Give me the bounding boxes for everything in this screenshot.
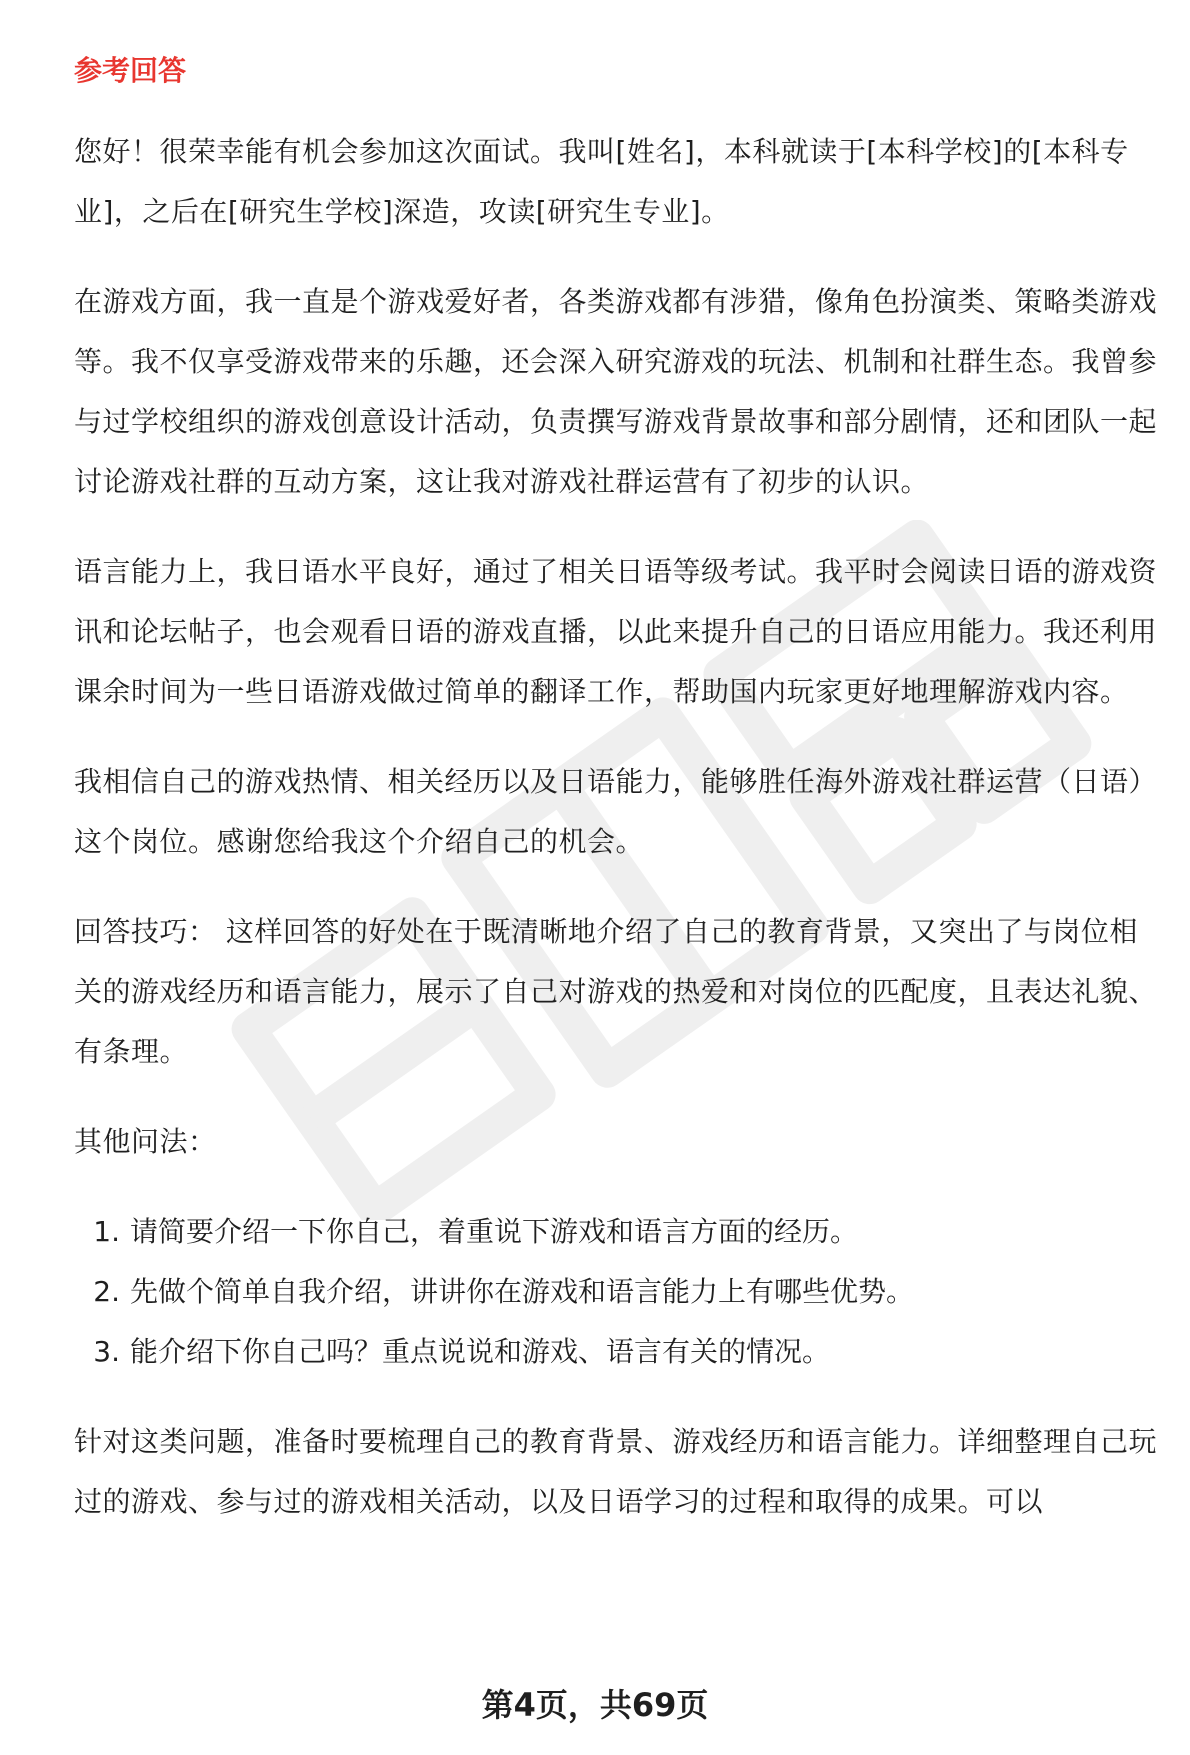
- list-item-text: 能介绍下你自己吗？重点说说和游戏、语言有关的情况。: [130, 1335, 831, 1368]
- games-paragraph: 在游戏方面，我一直是个游戏爱好者，各类游戏都有涉猎，像角色扮演类、策略类游戏等。我不仅享受游戏带来的乐趣，还会深入研究游戏的玩法、机制和社群生态。我曾参与过学校组织的游戏创意设计活动，负责撰写游戏背景故事和部分剧情，还和团队一起讨论游戏社群的互动方案，这让我对游戏社群运营有了初步的认识。: [74, 285, 1158, 498]
- language-paragraph: 语言能力上，我日语水平良好，通过了相关日语等级考试。我平时会阅读日语的游戏资讯和论坛帖子，也会观看日语的游戏直播，以此来提升自己的日语应用能力。我还利用课余时间为一些日语游戏做过简单的翻译工作，帮助国内玩家更好地理解游戏内容。: [74, 555, 1158, 708]
- other-questions-list: [74, 1202, 1164, 1382]
- closing-paragraph: 我相信自己的游戏热情、相关经历以及日语能力，能够胜任海外游戏社群运营（日语）这个岗位。感谢您给我这个介绍自己的机会。: [74, 765, 1158, 858]
- list-item-text: 先做个简单自我介绍，讲讲你在游戏和语言能力上有哪些优势。: [130, 1275, 915, 1308]
- list-item-number: 3.: [93, 1335, 120, 1368]
- section-title: 参考回答: [74, 54, 187, 87]
- list-item: [74, 1202, 1164, 1262]
- intro-paragraph: 您好！很荣幸能有机会参加这次面试。我叫[姓名]，本科就读于[本科学校]的[本科专业]，之后在[研究生学校]深造，攻读[研究生专业]。: [74, 135, 1129, 228]
- other-questions-label: 其他问法：: [74, 1125, 217, 1158]
- list-item: [74, 1262, 1164, 1322]
- list-item-number: 2.: [93, 1275, 120, 1308]
- list-item-text: 请简要介绍一下你自己，着重说下游戏和语言方面的经历。: [130, 1215, 859, 1248]
- main-content: [74, 46, 1164, 1562]
- tips-paragraph: 回答技巧： 这样回答的好处在于既清晰地介绍了自己的教育背景，又突出了与岗位相关的游戏经历和语言能力，展示了自己对游戏的热爱和对岗位的匹配度，且表达礼貌、有条理。: [74, 915, 1158, 1068]
- advice-paragraph: 针对这类问题，准备时要梳理自己的教育背景、游戏经历和语言能力。详细整理自己玩过的游戏、参与过的游戏相关活动，以及日语学习的过程和取得的成果。可以: [74, 1425, 1158, 1518]
- page-number: 第4页，共69页: [481, 1686, 709, 1724]
- list-item: [74, 1322, 1164, 1382]
- list-item-number: 1.: [93, 1215, 120, 1248]
